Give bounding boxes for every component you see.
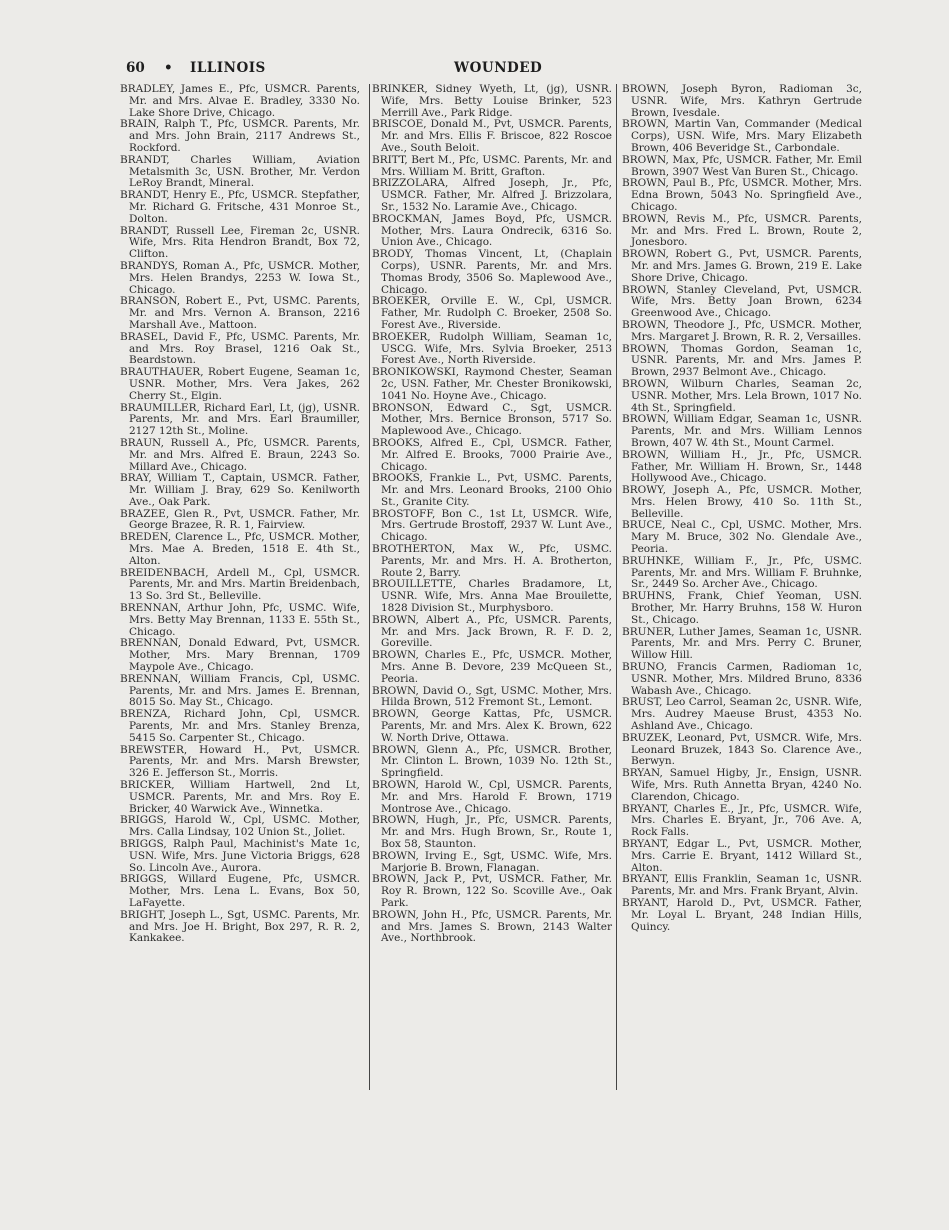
casualty-entry: BROWN, Charles E., Pfc, USMCR. Mother, Mrs. Anne B. Devore, 239 McQueen St., Peoria. xyxy=(372,649,612,685)
casualty-entry: BRUZEK, Leonard, Pvt, USMCR. Wife, Mrs. Leonard Bruzek, 1843 So. Clarence Ave., Berwyn. xyxy=(622,731,862,768)
casualty-entry: BRYANT, Harold D., Pvt, USMCR. Father, Mr. Loyal L. Bryant, 248 Indian Hills, Quincy. xyxy=(622,896,862,933)
casualty-entry: BRIGHT, Joseph L., Sgt, USMC. Parents, Mr. and Mrs. Joe H. Bright, Box 297, R. R. 2, Kankakee. xyxy=(120,908,360,945)
casualty-entry: BROWN, Thomas Gordon, Seaman 1c, USNR. Parents, Mr. and Mrs. James P. Brown, 2937 Belmont Ave., Chicago. xyxy=(622,342,862,379)
casualty-entry: BRAUN, Russell A., Pfc, USMCR. Parents, Mr. and Mrs. Alfred E. Braun, 2243 So. Millard Ave., Chicago. xyxy=(120,436,360,473)
casualty-entry: BRENNAN, Arthur John, Pfc, USMC. Wife, Mrs. Betty May Brennan, 1133 E. 55th St., Chicago. xyxy=(120,602,360,638)
casualty-entry: BRIGGS, Willard Eugene, Pfc, USMCR. Mother, Mrs. Lena L. Evans, Box 50, LaFayette. xyxy=(120,873,360,909)
column-divider xyxy=(369,84,370,1090)
casualty-entry: BRENNAN, Donald Edward, Pvt, USMCR. Mother, Mrs. Mary Brennan, 1709 Maypole Ave., Chicago. xyxy=(120,637,360,674)
casualty-entry: BRANDT, Charles William, Aviation Metalsmith 3c, USN. Brother, Mr. Verdon LeRoy Brandt, Mineral. xyxy=(120,153,360,190)
column-2 xyxy=(372,84,612,945)
bullet-separator: • xyxy=(164,60,173,76)
casualty-entry: BROOKS, Alfred E., Cpl, USMCR. Father, Mr. Alfred E. Brooks, 7000 Prairie Ave., Chicago. xyxy=(372,436,612,473)
casualty-entry: BROSTOFF, Bon C., 1st Lt, USMCR. Wife, Mrs. Gertrude Brostoff, 2937 W. Lunt Ave., Chicago. xyxy=(372,507,612,544)
casualty-entry: BROWN, Jack P., Pvt, USMCR. Father, Mr. Roy R. Brown, 122 So. Scoville Ave., Oak Park. xyxy=(372,873,612,909)
casualty-entry: BRIGGS, Harold W., Cpl, USMC. Mother, Mrs. Calla Lindsay, 102 Union St., Joliet. xyxy=(120,814,360,839)
casualty-entry: BRODY, Thomas Vincent, Lt, (Chaplain Corps), USNR. Parents, Mr. and Mrs. Thomas Brody, 3506 So. Maplewood Ave., Chicago. xyxy=(372,248,612,296)
casualty-entry: BROWN, George Kattas, Pfc, USMCR. Parents, Mr. and Mrs. Alex K. Brown, 622 W. North Drive, Ottawa. xyxy=(372,708,612,744)
casualty-entry: BROWN, Revis M., Pfc, USMCR. Parents, Mr. and Mrs. Fred L. Brown, Route 2, Jonesboro. xyxy=(622,212,862,249)
casualty-entry: BROTHERTON, Max W., Pfc, USMC. Parents, Mr. and Mrs. H. A. Brotherton, Route 2, Barry. xyxy=(372,543,612,579)
casualty-entry: BROWY, Joseph A., Pfc, USMCR. Mother, Mrs. Helen Browy, 410 So. 11th St., Belleville. xyxy=(622,484,862,520)
casualty-entry: BRAUMILLER, Richard Earl, Lt, (jg), USNR. Parents, Mr. and Mrs. Earl Braumiller, 2127 12th St., Moline. xyxy=(120,401,360,438)
casualty-entry: BRYAN, Samuel Higby, Jr., Ensign, USNR. Wife, Mrs. Ruth Annetta Bryan, 4240 No. Clarendon, Chicago. xyxy=(622,767,862,803)
casualty-entry: BROCKMAN, James Boyd, Pfc, USMCR. Mother, Mrs. Laura Ondrecik, 6316 So. Union Ave., Chicago. xyxy=(372,212,612,249)
casualty-entry: BRAIN, Ralph T., Pfc, USMCR. Parents, Mr. and Mrs. John Brain, 2117 Andrews St., Rockford. xyxy=(120,118,360,154)
casualty-entry: BROWN, William Edgar, Seaman 1c, USNR. Parents, Mr. and Mrs. William Lennos Brown, 407 W. 4th St., Mount Carmel. xyxy=(622,413,862,449)
casualty-entry: BRAZEE, Glen R., Pvt, USMCR. Father, Mr. George Brazee, R. R. 1, Fairview. xyxy=(120,507,360,532)
casualty-entry: BREDEN, Clarence L., Pfc, USMCR. Mother, Mrs. Mae A. Breden, 1518 E. 4th St., Alton. xyxy=(120,531,360,567)
casualty-entry: BROWN, Max, Pfc, USMCR. Father, Mr. Emil Brown, 3907 West Van Buren St., Chicago. xyxy=(622,153,862,178)
casualty-entry: BRUST, Leo Carrol, Seaman 2c, USNR. Wife, Mrs. Audrey Maeuse Brust, 4353 No. Ashland Ave., Chicago. xyxy=(622,696,862,733)
casualty-entry: BROWN, Paul B., Pfc, USMCR. Mother, Mrs. Edna Brown, 5043 No. Springfield Ave., Chicago. xyxy=(622,177,862,213)
casualty-entry: BRIGGS, Ralph Paul, Machinist's Mate 1c, USN. Wife, Mrs. June Victoria Briggs, 628 So. Lincoln Ave., Aurora. xyxy=(120,838,360,874)
casualty-entry: BROOKS, Frankie L., Pvt, USMC. Parents, Mr. and Mrs. Leonard Brooks, 2100 Ohio St., Granite City. xyxy=(372,472,612,508)
column-3 xyxy=(622,84,862,933)
casualty-entry: BROEKER, Orville E. W., Cpl, USMCR. Father, Mr. Rudolph C. Broeker, 2508 So. Forest Ave., Riverside. xyxy=(372,295,612,331)
casualty-entry: BREWSTER, Howard H., Pvt, USMCR. Parents, Mr. and Mrs. Marsh Brewster, 326 E. Jefferson St., Morris. xyxy=(120,743,360,780)
casualty-entry: BRONIKOWSKI, Raymond Chester, Seaman 2c, USN. Father, Mr. Chester Bronikowski, 1041 No. Hoyne Ave., Chicago. xyxy=(372,366,612,402)
casualty-entry: BROWN, Robert G., Pvt, USMCR. Parents, Mr. and Mrs. James G. Brown, 219 E. Lake Shore Drive, Chicago. xyxy=(622,248,862,284)
casualty-entry: BRYANT, Ellis Franklin, Seaman 1c, USNR. Parents, Mr. and Mrs. Frank Bryant, Alvin. xyxy=(622,873,862,898)
page-number: 60 xyxy=(126,60,145,76)
casualty-entry: BRICKER, William Hartwell, 2nd Lt, USMCR. Parents, Mr. and Mrs. Roy E. Bricker, 40 Warwick Ave., Winnetka. xyxy=(120,779,360,815)
casualty-entry: BRUHNKE, William F., Jr., Pfc, USMC. Parents, Mr. and Mrs. William F. Bruhnke, Sr., 2449 So. Archer Ave., Chicago. xyxy=(622,554,862,591)
casualty-entry: BRYANT, Charles E., Jr., Pfc, USMCR. Wife, Mrs. Charles E. Bryant, Jr., 706 Ave. A, Rock Falls. xyxy=(622,802,862,839)
casualty-entry: BRITT, Bert M., Pfc, USMC. Parents, Mr. and Mrs. William M. Britt, Grafton. xyxy=(372,153,612,178)
casualty-entry: BROWN, Martin Van, Commander (Medical Corps), USN. Wife, Mrs. Mary Elizabeth Brown, 406 Beveridge St., Carbondale. xyxy=(622,118,862,154)
casualty-entry: BROWN, Albert A., Pfc, USMCR. Parents, Mr. and Mrs. Jack Brown, R. F. D. 2, Goreville. xyxy=(372,613,612,650)
casualty-entry: BRANSON, Robert E., Pvt, USMC. Parents, Mr. and Mrs. Vernon A. Branson, 2216 Marshall Ave., Mattoon. xyxy=(120,295,360,331)
casualty-entry: BROWN, Glenn A., Pfc, USMCR. Brother, Mr. Clinton L. Brown, 1039 No. 12th St., Springfield. xyxy=(372,743,612,780)
casualty-entry: BRENNAN, William Francis, Cpl, USMC. Parents, Mr. and Mrs. James E. Brennan, 8015 So. May St., Chicago. xyxy=(120,672,360,709)
casualty-entry: BRENZA, Richard John, Cpl, USMCR. Parents, Mr. and Mrs. Stanley Brenza, 5415 So. Carpenter St., Chicago. xyxy=(120,708,360,744)
casualty-entry: BROUILLETTE, Charles Bradamore, Lt, USNR. Wife, Mrs. Anna Mae Brouilette, 1828 Division St., Murphysboro. xyxy=(372,578,612,615)
casualty-entry: BROWN, Harold W., Cpl, USMCR. Parents, Mr. and Mrs. Harold F. Brown, 1719 Montrose Ave., Chicago. xyxy=(372,779,612,815)
casualty-entry: BROEKER, Rudolph William, Seaman 1c, USCG. Wife, Mrs. Sylvia Broeker, 2513 Forest Ave., North Riverside. xyxy=(372,330,612,367)
casualty-entry: BRUNO, Francis Carmen, Radioman 1c, USNR. Mother, Mrs. Mildred Bruno, 8336 Wabash Ave., Chicago. xyxy=(622,661,862,697)
casualty-entry: BRUNER, Luther James, Seaman 1c, USNR. Parents, Mr. and Mrs. Perry C. Bruner, Willow Hill. xyxy=(622,625,862,662)
casualty-entry: BRINKER, Sidney Wyeth, Lt, (jg), USNR. Wife, Mrs. Betty Louise Brinker, 523 Merrill Ave., Park Ridge. xyxy=(372,83,612,119)
state-heading: ILLINOIS xyxy=(190,60,266,76)
casualty-entry: BRUCE, Neal C., Cpl, USMC. Mother, Mrs. Mary M. Bruce, 302 No. Glendale Ave., Peoria. xyxy=(622,519,862,556)
casualty-entry: BROWN, David O., Sgt, USMC. Mother, Mrs. Hilda Brown, 512 Fremont St., Lemont. xyxy=(372,684,612,709)
casualty-entry: BRADLEY, James E., Pfc, USMCR. Parents, Mr. and Mrs. Alvae E. Bradley, 3330 No. Lake Shore Drive, Chicago. xyxy=(120,83,360,119)
column-divider xyxy=(616,84,617,1090)
casualty-entry: BRASEL, David F., Pfc, USMC. Parents, Mr. and Mrs. Roy Brasel, 1216 Oak St., Beardstown. xyxy=(120,330,360,367)
casualty-entry: BROWN, John H., Pfc, USMCR. Parents, Mr. and Mrs. James S. Brown, 2143 Walter Ave., Northbrook. xyxy=(372,908,612,945)
casualty-entry: BRONSON, Edward C., Sgt, USMCR. Mother, Mrs. Bernice Bronson, 5717 So. Maplewood Ave., Chicago. xyxy=(372,401,612,438)
casualty-entry: BROWN, Joseph Byron, Radioman 3c, USNR. Wife, Mrs. Kathryn Gertrude Brown, Ivesdale. xyxy=(622,83,862,119)
casualty-entry: BROWN, Stanley Cleveland, Pvt, USMCR. Wife, Mrs. Betty Joan Brown, 6234 Greenwood Ave., Chicago. xyxy=(622,283,862,320)
casualty-entry: BRISCOE, Donald M., Pvt, USMCR. Parents, Mr. and Mrs. Ellis F. Briscoe, 822 Roscoe Ave., South Beloit. xyxy=(372,118,612,154)
casualty-entry: BREIDENBACH, Ardell M., Cpl, USMCR. Parents, Mr. and Mrs. Martin Breidenbach, 13 So. 3rd St., Belleville. xyxy=(120,566,360,603)
casualty-entry: BRAY, William T., Captain, USMCR. Father, Mr. William J. Bray, 629 So. Kenilworth Ave., Oak Park. xyxy=(120,472,360,508)
casualty-entry: BRUHNS, Frank, Chief Yeoman, USN. Brother, Mr. Harry Bruhns, 158 W. Huron St., Chicago. xyxy=(622,590,862,626)
section-heading: WOUNDED xyxy=(454,60,543,76)
casualty-entry: BROWN, Wilburn Charles, Seaman 2c, USNR. Mother, Mrs. Lela Brown, 1017 No. 4th St., Springfield. xyxy=(622,377,862,414)
casualty-entry: BRANDT, Russell Lee, Fireman 2c, USNR. Wife, Mrs. Rita Hendron Brandt, Box 72, Clifton. xyxy=(120,224,360,261)
casualty-entry: BROWN, Theodore J., Pfc, USMCR. Mother, Mrs. Margaret J. Brown, R. R. 2, Versailles. xyxy=(622,318,862,343)
casualty-entry: BRAUTHAUER, Robert Eugene, Seaman 1c, USNR. Mother, Mrs. Vera Jakes, 262 Cherry St., Elgin. xyxy=(120,366,360,402)
page-header xyxy=(126,60,866,80)
casualty-entry: BROWN, Hugh, Jr., Pfc, USMCR. Parents, Mr. and Mrs. Hugh Brown, Sr., Route 1, Box 58, Staunton. xyxy=(372,814,612,850)
casualty-entry: BROWN, Irving E., Sgt, USMC. Wife, Mrs. Marjorie B. Brown, Flanagan. xyxy=(372,849,612,874)
casualty-entry: BRANDYS, Roman A., Pfc, USMCR. Mother, Mrs. Helen Brandys, 2253 W. Iowa St., Chicago. xyxy=(120,259,360,296)
casualty-entry: BRYANT, Edgar L., Pvt, USMCR. Mother, Mrs. Carrie E. Bryant, 1412 Willard St., Alton. xyxy=(622,838,862,874)
casualty-entry: BRIZZOLARA, Alfred Joseph, Jr., Pfc, USMCR. Father, Mr. Alfred J. Brizzolara, Sr., 1532 No. Laramie Ave., Chicago. xyxy=(372,177,612,213)
casualty-entry: BRANDT, Henry E., Pfc, USMCR. Stepfather, Mr. Richard G. Fritsche, 431 Monroe St., Dolton. xyxy=(120,189,360,225)
casualty-entry: BROWN, William H., Jr., Pfc, USMCR. Father, Mr. William H. Brown, Sr., 1448 Hollywood Ave., Chicago. xyxy=(622,448,862,485)
column-1 xyxy=(120,84,360,945)
